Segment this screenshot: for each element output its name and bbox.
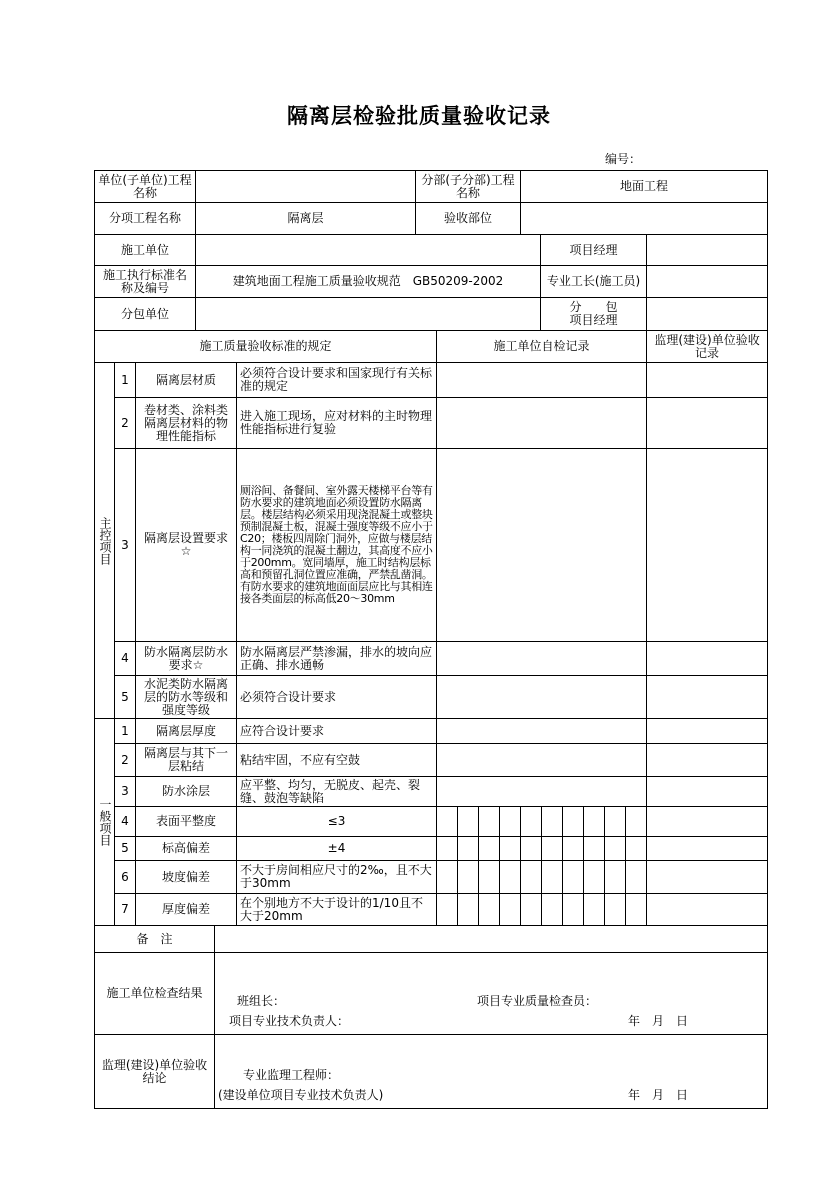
measure-cell[interactable] (479, 807, 500, 837)
item-value[interactable]: 隔离层 (196, 203, 416, 235)
sub-value[interactable] (196, 298, 541, 331)
supervision-cell[interactable] (647, 777, 768, 807)
measure-cell[interactable] (437, 837, 458, 861)
measure-cell[interactable] (479, 894, 500, 926)
pm-label: 项目经理 (541, 235, 647, 266)
measure-cell[interactable] (458, 861, 479, 894)
footer-table (94, 925, 768, 1109)
measure-cell[interactable] (500, 894, 521, 926)
measure-cell[interactable] (584, 807, 605, 837)
self-check-cell[interactable] (437, 719, 647, 744)
self-check-cell[interactable] (437, 363, 647, 398)
header-table (94, 170, 768, 331)
measure-cell[interactable] (542, 894, 563, 926)
foreman-label: 专业工长(施工员) (541, 266, 647, 298)
sub-pm-label (541, 298, 647, 331)
item-no: 6 (115, 861, 136, 894)
unit-label: 单位(子单位)工程名称 (95, 171, 196, 203)
self-check-cell[interactable] (437, 744, 647, 777)
measure-cell[interactable] (626, 861, 647, 894)
col-self-check: 施工单位自检记录 (437, 331, 647, 363)
item-name: 隔离层厚度 (136, 719, 237, 744)
item-no: 7 (115, 894, 136, 926)
measure-cell[interactable] (584, 894, 605, 926)
supervision-cell[interactable] (647, 807, 768, 837)
measure-cell[interactable] (626, 807, 647, 837)
item-name: 防水涂层 (136, 777, 237, 807)
measure-cell[interactable] (500, 837, 521, 861)
self-check-cell[interactable] (437, 642, 647, 676)
measure-cell[interactable] (584, 861, 605, 894)
measure-cell[interactable] (479, 861, 500, 894)
item-label: 分项工程名称 (95, 203, 196, 235)
item-req: 进入施工现场，应对材料的主时物理性能指标进行复验 (237, 398, 437, 449)
supervision-cell[interactable] (647, 837, 768, 861)
item-req: ±4 (237, 837, 437, 861)
owner-lead-label: (建设单位项目专业技术负责人) (218, 1088, 384, 1102)
code-label: 编号： (605, 152, 642, 166)
remarks-value[interactable] (215, 926, 768, 953)
self-check-cell[interactable] (437, 777, 647, 807)
item-name: 防水隔离层防水要求☆ (136, 642, 237, 676)
measure-cell[interactable] (437, 894, 458, 926)
item-no: 5 (115, 837, 136, 861)
supervisor-label: 专业监理工程师： (243, 1068, 340, 1082)
sub-pm-value[interactable] (647, 298, 768, 331)
item-req: 防水隔离层严禁渗漏，排水的坡向应正确、排水通畅 (237, 642, 437, 676)
item-no: 4 (115, 642, 136, 676)
measure-cell[interactable] (626, 894, 647, 926)
measure-cell[interactable] (479, 837, 500, 861)
remarks-label: 备 注 (95, 926, 215, 953)
general-section-label: 一般项目 (95, 719, 115, 926)
item-name: 表面平整度 (136, 807, 237, 837)
measure-cell[interactable] (521, 861, 542, 894)
supervision-cell[interactable] (647, 861, 768, 894)
sub-pm-label-2: 项目经理 (569, 313, 618, 327)
items-table (94, 330, 768, 926)
measure-cell[interactable] (605, 807, 626, 837)
supervision-result-label: 监理(建设)单位验收结论 (95, 1035, 215, 1109)
item-req: 不大于房间相应尺寸的2‰，且不大于30mm (237, 861, 437, 894)
measure-cell[interactable] (458, 837, 479, 861)
measure-cell[interactable] (437, 861, 458, 894)
unit-value[interactable] (196, 171, 416, 203)
item-req: 必须符合设计要求和国家现行有关标准的规定 (237, 363, 437, 398)
item-no: 5 (115, 676, 136, 719)
measure-cell[interactable] (458, 894, 479, 926)
item-req: 厕浴间、备餐间、室外露天楼梯平台等有防水要求的建筑地面必须设置防水隔离层。楼层结构必须采用现浇混凝土或整块预制混凝土板，混凝土强度等级不应小于C20；楼板四周除门洞外，应做与楼层结构一同浇筑的混凝土翻边，其高度不应小于200mm。宽同墙厚，施工时结构层标高和预留孔洞位置应准确，严禁乱凿洞。有防水要求的建筑地面面层应比与其相连接各类面层的标高低20～30mm (237, 449, 437, 642)
location-value[interactable] (521, 203, 768, 235)
measure-cell[interactable] (521, 807, 542, 837)
measure-cell[interactable] (563, 837, 584, 861)
item-req: 应平整、均匀，无脱皮、起壳、裂缝、鼓泡等缺陷 (237, 777, 437, 807)
self-check-cell[interactable] (437, 449, 647, 642)
item-name: 隔离层材质 (136, 363, 237, 398)
supervision-cell[interactable] (647, 894, 768, 926)
measure-cell[interactable] (458, 807, 479, 837)
item-req: ≤3 (237, 807, 437, 837)
item-no: 3 (115, 777, 136, 807)
measure-cell[interactable] (605, 894, 626, 926)
col-standard: 施工质量验收标准的规定 (95, 331, 437, 363)
supervision-cell[interactable] (647, 449, 768, 642)
item-name: 水泥类防水隔离层的防水等级和强度等级 (136, 676, 237, 719)
measure-cell[interactable] (542, 837, 563, 861)
item-name: 隔离层与其下一层粘结 (136, 744, 237, 777)
item-req: 应符合设计要求 (237, 719, 437, 744)
sub-label: 分包单位 (95, 298, 196, 331)
location-label: 验收部位 (416, 203, 521, 235)
measure-cell[interactable] (521, 894, 542, 926)
measure-cell[interactable] (563, 894, 584, 926)
item-no: 3 (115, 449, 136, 642)
measure-cell[interactable] (437, 807, 458, 837)
item-name: 坡度偏差 (136, 861, 237, 894)
supervision-cell[interactable] (647, 744, 768, 777)
supervision-cell[interactable] (647, 398, 768, 449)
measure-cell[interactable] (584, 837, 605, 861)
item-name: 隔离层设置要求☆ (136, 449, 237, 642)
measure-cell[interactable] (500, 807, 521, 837)
item-no: 2 (115, 398, 136, 449)
contractor-signatures (215, 953, 767, 1034)
pm-value[interactable] (647, 235, 768, 266)
col-supervision: 监理(建设)单位验收记录 (647, 331, 768, 363)
measure-cell[interactable] (542, 861, 563, 894)
measure-cell[interactable] (605, 837, 626, 861)
item-req: 必须符合设计要求 (237, 676, 437, 719)
division-value[interactable]: 地面工程 (521, 171, 768, 203)
supervision-cell[interactable] (647, 363, 768, 398)
contractor-value[interactable] (196, 235, 541, 266)
measure-cell[interactable] (521, 837, 542, 861)
item-name: 标高偏差 (136, 837, 237, 861)
measure-cell[interactable] (605, 861, 626, 894)
self-check-cell[interactable] (437, 398, 647, 449)
item-no: 2 (115, 744, 136, 777)
tech-lead-label: 项目专业技术负责人： (229, 1014, 350, 1028)
item-no: 1 (115, 363, 136, 398)
contractor-result-label: 施工单位检查结果 (95, 953, 215, 1035)
division-label: 分部(子分部)工程名称 (416, 171, 521, 203)
page-title: 隔离层检验批质量验收记录 (287, 104, 551, 128)
standard-value[interactable]: 建筑地面工程施工质量验收规范 GB50209-2002 (196, 266, 541, 298)
foreman-value[interactable] (647, 266, 768, 298)
date-1: 年 月 日 (628, 1014, 689, 1028)
contractor-label: 施工单位 (95, 235, 196, 266)
measure-cell[interactable] (500, 861, 521, 894)
item-req: 粘结牢固，不应有空鼓 (237, 744, 437, 777)
supervision-signatures (215, 1035, 767, 1108)
supervision-cell[interactable] (647, 719, 768, 744)
self-check-cell[interactable] (437, 676, 647, 719)
item-no: 4 (115, 807, 136, 837)
item-no: 1 (115, 719, 136, 744)
team-leader-label: 班组长： (237, 994, 286, 1008)
measure-cell[interactable] (563, 807, 584, 837)
supervision-cell[interactable] (647, 676, 768, 719)
date-2: 年 月 日 (628, 1088, 689, 1102)
quality-inspector-label: 项目专业质量检查员： (477, 994, 598, 1008)
measure-cell[interactable] (626, 837, 647, 861)
measure-cell[interactable] (542, 807, 563, 837)
main-section-label: 主控项目 (95, 363, 115, 719)
item-req: 在个别地方不大于设计的1/10且不大于20mm (237, 894, 437, 926)
measure-cell[interactable] (563, 861, 584, 894)
item-name: 厚度偏差 (136, 894, 237, 926)
sub-pm-label-1: 分 包 (569, 300, 618, 314)
supervision-cell[interactable] (647, 642, 768, 676)
item-name: 卷材类、涂料类隔离层材料的物理性能指标 (136, 398, 237, 449)
standard-label: 施工执行标准名称及编号 (95, 266, 196, 298)
